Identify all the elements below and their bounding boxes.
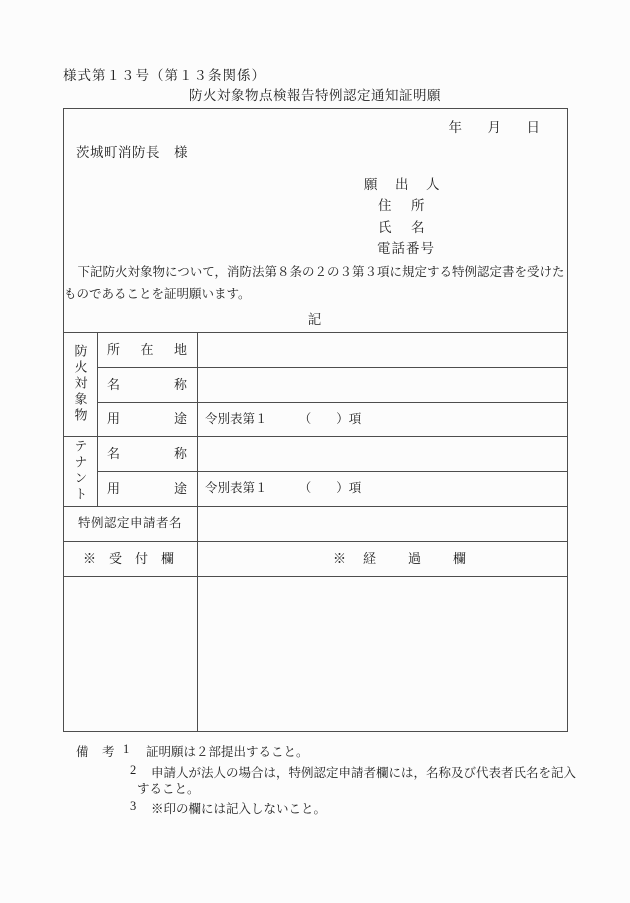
table-group-fire-object (63, 332, 97, 436)
row-label-name-tenant: 名 称 (107, 446, 187, 461)
notes-label: 備 考 (76, 745, 116, 759)
applicant-phone-label: 電話番号 (377, 241, 435, 256)
table-group-tenant (63, 436, 97, 506)
row-label-use-tenant: 用 途 (107, 481, 187, 496)
note-3-number: 3 (130, 799, 137, 813)
note-2-continuation: すること。 (137, 782, 200, 796)
applicant-name-label: 氏 名 (378, 220, 428, 235)
progress-column-label: ※ 経 過 欄 (332, 551, 468, 566)
addressee: 茨城町消防長 様 (76, 145, 188, 160)
row-label-name-fire-object: 名 称 (107, 377, 187, 392)
list-heading: 記 (307, 312, 322, 327)
applicant-address-label: 住 所 (378, 198, 428, 213)
use-value-fire-object: 令別表第１ （ ）項 (205, 412, 362, 426)
name-value-cell-tenant (198, 436, 568, 471)
note-3-text: ※印の欄には記入しないこと。 (151, 802, 327, 816)
note-1-number: 1 (123, 742, 130, 756)
body-paragraph-line-1: 下記防火対象物について，消防法第８条の２の３第３項に規定する特例認定書を受けた (65, 265, 565, 279)
reception-column-label: ※ 受 付 欄 (83, 551, 175, 566)
date-line: 年 月 日 (448, 120, 546, 135)
tenant-vertical-label: テナント (72, 439, 88, 503)
name-value-cell-fire-object (198, 367, 568, 402)
reception-area-cell (63, 576, 197, 732)
note-2-text: 申請人が法人の場合は，特例認定申請者欄には，名称及び代表者氏名を記入 (151, 766, 577, 780)
row-label-location: 所 在 地 (107, 342, 187, 357)
fire-object-vertical-label: 防火対象物 (72, 344, 88, 424)
applicant-heading: 願 出 人 (364, 177, 442, 192)
form-number: 様式第１３号（第１３条関係） (63, 68, 266, 83)
applicant-name-value-cell (198, 506, 568, 541)
progress-area-cell (198, 576, 568, 732)
document-title: 防火対象物点検報告特例認定通知証明願 (189, 88, 441, 103)
row-label-use-fire-object: 用 途 (107, 411, 187, 426)
body-paragraph-line-2: ものであることを証明願います。 (64, 287, 251, 301)
use-value-tenant: 令別表第１ （ ）項 (205, 481, 362, 495)
note-2-number: 2 (130, 763, 137, 777)
applicant-name-row-label: 特例認定申請者名 (77, 516, 182, 530)
location-value-cell (198, 332, 568, 367)
note-1-text: 証明願は２部提出すること。 (146, 745, 309, 759)
